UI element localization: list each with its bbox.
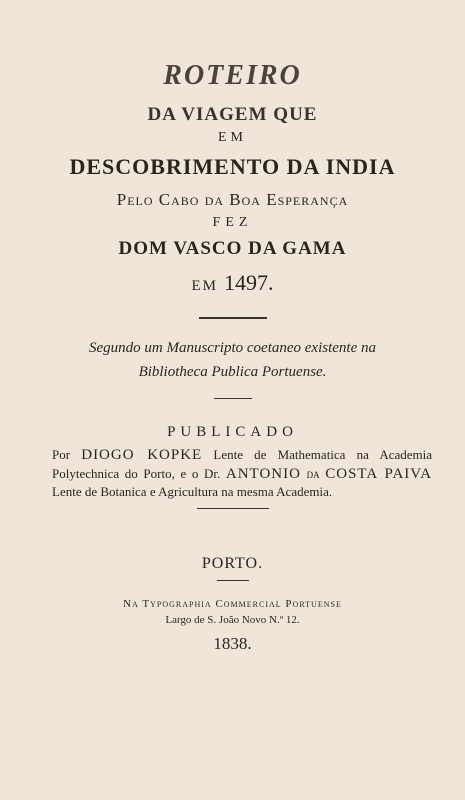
subtitle-pelo: Pelo Cabo da Boa Esperança xyxy=(116,190,349,209)
publicado-heading: PUBLICADO xyxy=(167,424,298,440)
editors-line-2 xyxy=(52,465,432,484)
book-title: ROTEIRO xyxy=(163,60,302,91)
divider-rule xyxy=(197,508,269,509)
publication-date: 1838. xyxy=(213,634,252,653)
year-value: 1497. xyxy=(224,270,274,295)
editor-name: ANTONIO xyxy=(225,465,301,482)
source-line-1: Segundo um Manuscripto coetaneo existente na xyxy=(88,340,376,356)
subtitle-em: EM xyxy=(218,130,247,145)
divider-rule xyxy=(199,317,267,319)
editor-name: COSTA PAIVA xyxy=(325,465,433,482)
editors-text: Polytechnica do Porto, e o Dr. xyxy=(52,465,221,481)
subtitle-fez: FEZ xyxy=(212,215,253,230)
editors-text: da xyxy=(306,465,320,481)
subtitle-descobrimento: DESCOBRIMENTO DA INDIA xyxy=(69,154,396,179)
editors-line-1 xyxy=(52,446,432,465)
editors-line-3: Lente de Botanica e Agricultura na mesma Academia. xyxy=(52,484,333,499)
editors-paragraph xyxy=(52,446,432,501)
editor-name: DIOGO KOPKE xyxy=(81,447,203,463)
divider-rule xyxy=(217,580,249,581)
printer-address: Largo de S. João Novo N.º 12. xyxy=(165,614,300,626)
printer-name: Na Typographia Commercial Portuense xyxy=(123,598,342,610)
subtitle-vasco: DOM VASCO DA GAMA xyxy=(118,238,347,259)
editors-text: Por xyxy=(52,447,71,462)
divider-rule xyxy=(214,398,252,399)
subtitle-viagem: DA VIAGEM QUE xyxy=(147,104,318,125)
source-line-2: Bibliotheca Publica Portuense. xyxy=(138,364,327,380)
city-name: PORTO. xyxy=(201,555,264,572)
editors-text: Lente de Mathematica na Academia xyxy=(213,447,433,462)
year-line xyxy=(0,270,465,296)
year-prefix: EM xyxy=(191,278,218,294)
